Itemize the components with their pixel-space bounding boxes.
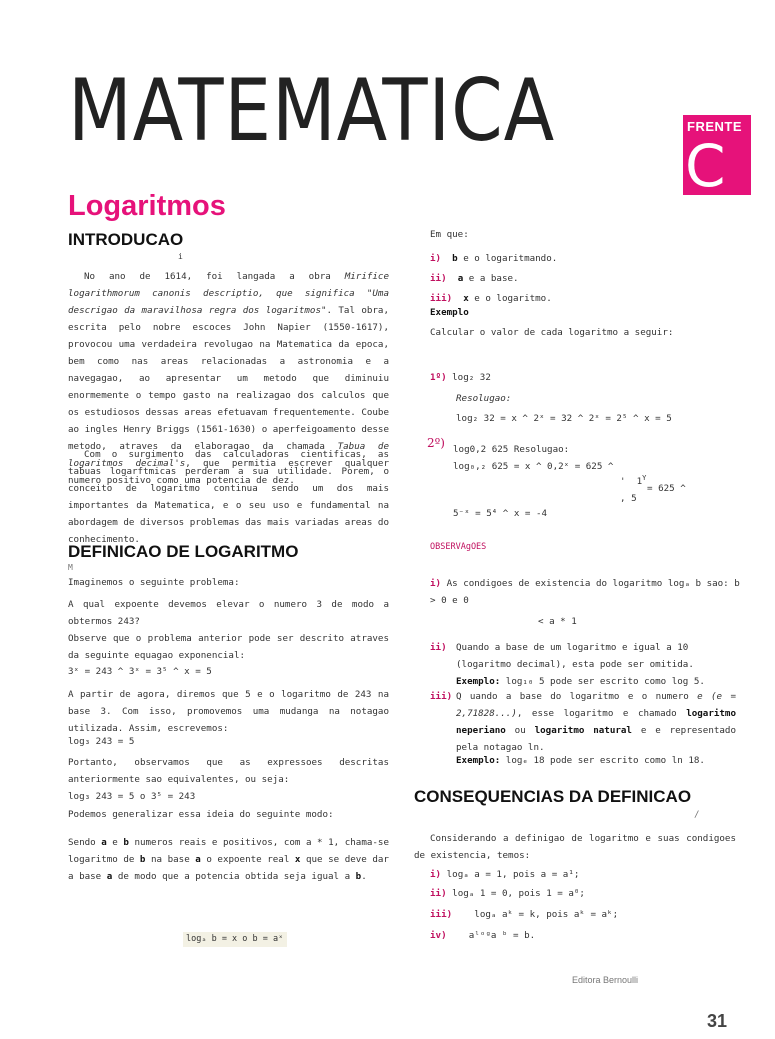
definition-paragraph-2: A qual expoente devemos elevar o numero 3 de modo a obtermos 243? (68, 599, 389, 627)
page-number: 31 (707, 1011, 728, 1031)
example-1-resolution: log₂ 32 = x ^ 2ˣ = 32 ^ 2ˣ = 2⁵ ^ x = 5 (456, 413, 672, 424)
example-2-number: 2º) (427, 436, 445, 450)
consequence-3: iii) logₐ aᵏ = k, pois aᵏ = aᵏ; (430, 909, 619, 920)
intro-heading: INTRODUCAO (68, 230, 184, 249)
definition-paragraph-4: A partir de agora, diremos que 5 e o logaritmo de 243 na base 3. Com isso, promovemos uma mudanga na notagao utilizada. Assim, escrevemos: (68, 689, 389, 734)
term-item-1: i) b e o logaritmando. (430, 253, 558, 264)
observation-3-number: iii) (430, 691, 453, 702)
example-2-fraction: ' $1^Y$ (620, 474, 647, 488)
definition-mark: M (68, 563, 73, 572)
consequence-2: ii) logₐ 1 = 0, pois 1 = a⁰; (430, 888, 585, 899)
intro-paragraph-2: Com o surgimento das calculadoras cientificas, as tabuas logarftmicas perderam a sua utilidade. Porem, o conceito de logaritmo continua sendo um dos mais importantes da Matematica, e o seu uso e fundamental na abordagem de diversos problemas das mais variadas areas do conhecimento. (68, 449, 389, 545)
em-que-label: Em que: (430, 229, 469, 240)
subject-title: Logaritmos (68, 190, 226, 222)
observation-3: Q uando a base do logaritmo e o numero e (e = 2,71828...), esse logaritmo e chamado logaritmo neperiano ou logaritmo natural e e representado pela notagao ln. (456, 691, 736, 753)
example-2-expression: log0,2 625 Resolugao: (453, 444, 570, 455)
example-2-fraction-den: , 5 (620, 493, 637, 504)
intro-paragraph-1: No ano de 1614, foi langada a obra Mirifice logarithmorum canonis descriptio, que significa "Uma descrigao da maravilhosa regra dos logaritmos". Tal obra, escrita pelo nobre escoces John Napier (1550-1617), provocou uma verdadeira revolugao na Matematica da epoca, bem como nas areas relacionadas a astronomia e a navegagao, ao apresentar um metodo que diminuiu enormemente o tempo gasto na realizagao dos calculos que os estudiosos dessas areas efetuavam frequentemente. Coube ao ingles Henry Briggs (1561-1630) o aperfeigoamento desse metodo, atraves da elaboragao da chamada Tabua de logaritmos decimal's, que permitia escrever qualquer numero positivo como uma potencia de dez. (68, 271, 389, 486)
observation-1: i) As condigoes de existencia do logaritmo logₐ b sao: b > 0 e 0 (430, 578, 740, 606)
intro-mark: i (178, 252, 183, 261)
observation-3-example: Exemplo: logₑ 18 pode ser escrito como ln 18. (456, 755, 705, 766)
example-1-resolution-label: Resolugao: (456, 393, 512, 404)
consequence-1: i) logₐ a = 1, pois a = a¹; (430, 869, 580, 880)
example-2-line-3: 5⁻ˣ = 5⁴ ^ x = -4 (453, 508, 548, 519)
definition-paragraph-5: Portanto, observamos que as expressoes descritas anteriormente sao equivalentes, ou seja: (68, 757, 389, 785)
consequences-intro: Considerando a definigao de logaritmo e suas condigoes de existencia, temos: (414, 833, 736, 861)
observation-2: Quando a base de um logaritmo e igual a 10 (logaritmo decimal), esta pode ser omitida. Exemplo: log₁₀ 5 pode ser escrito como log 5. (456, 642, 705, 687)
term-item-2: ii) a e a base. (430, 273, 519, 284)
observation-2-number: ii) (430, 642, 447, 653)
definition-formula-box: logₐ b = x o b = aˣ (183, 932, 287, 947)
calc-instruction: Calcular o valor de cada logaritmo a seguir: (430, 327, 674, 338)
frente-badge (683, 115, 751, 200)
equation-equivalence: log₃ 243 = 5 o 3⁵ = 243 (68, 791, 196, 802)
term-item-3: iii) x e o logaritmo. (430, 293, 552, 304)
example-2-fraction-eq: = 625 ^ (647, 483, 686, 494)
consequences-heading: CONSEQUENCIAS DA DEFINICAO (414, 787, 692, 806)
definition-paragraph-6: Podemos generalizar essa ideia do seguinte modo: (68, 809, 334, 820)
page-header-title: MATEMATICA (68, 61, 556, 161)
definition-paragraph-7: Sendo a e b numeros reais e positivos, com a * 1, chama-se logaritmo de b na base a o expoente real x que se deve dar a base a de modo que a potencia obtida seja igual a b. (68, 837, 389, 882)
consequence-4: iv) aˡᵒᵍa ᵇ = b. (430, 930, 536, 941)
observations-heading: OBSERVAgOES (430, 542, 487, 552)
exemplo-label: Exemplo (430, 307, 469, 318)
definition-paragraph-3: Observe que o problema anterior pode ser descrito atraves da seguinte equagao exponencial: (68, 633, 389, 661)
example-2-line-1: log₀,₂ 625 = x ^ 0,2ˣ = 625 ^ (453, 461, 614, 472)
publisher-name: Editora Bernoulli (572, 975, 639, 985)
equation-exponential: 3ˣ = 243 ^ 3ˣ = 3⁵ ^ x = 5 (68, 666, 212, 677)
example-1: 1º) log₂ 32 (430, 372, 491, 383)
equation-log: log₃ 243 = 5 (68, 736, 135, 747)
definition-heading: DEFINICAO DE LOGARITMO (68, 542, 299, 561)
consequences-mark: / (694, 809, 700, 820)
observation-1-condition: < a * 1 (538, 616, 577, 627)
frente-label: FRENTE (687, 119, 742, 134)
frente-letter: C (685, 132, 726, 200)
definition-line-1: Imaginemos o seguinte problema: (68, 577, 240, 588)
